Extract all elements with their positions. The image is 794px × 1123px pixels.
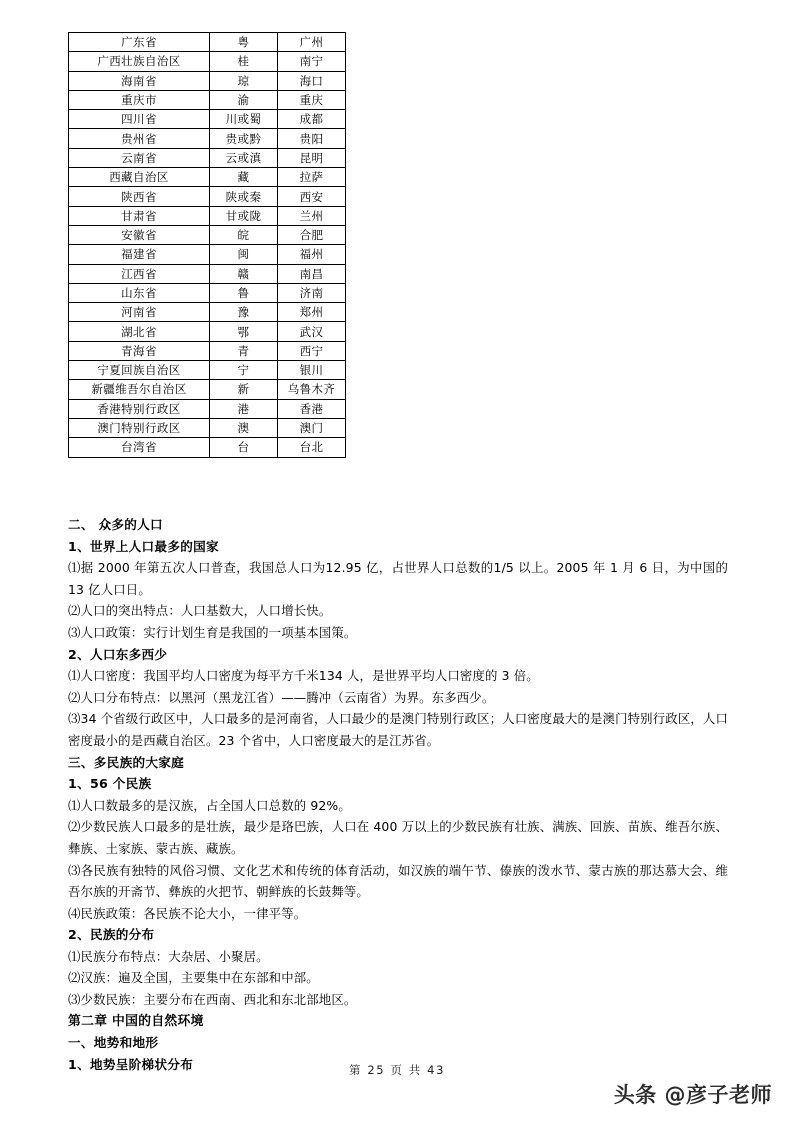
subheading-stepped-terrain: 1、地势呈阶梯状分布 — [68, 1056, 194, 1072]
cell-province-abbr: 豫 — [210, 303, 278, 322]
cell-province-abbr: 闽 — [210, 245, 278, 264]
paragraph-minority-distribution: ⑶少数民族：主要分布在西南、西北和东北部地区。 — [68, 992, 357, 1008]
cell-province-abbr: 青 — [210, 341, 278, 360]
cell-province-abbr: 琼 — [210, 71, 278, 90]
cell-province-abbr: 新 — [210, 380, 278, 399]
cell-province-name: 甘肃省 — [69, 206, 210, 225]
chapter-heading-natural-environment: 第二章 中国的自然环境 — [68, 1013, 204, 1029]
cell-province-capital: 海口 — [278, 71, 346, 90]
cell-province-capital: 台北 — [278, 438, 346, 457]
table-body — [69, 33, 346, 458]
table-row — [69, 283, 346, 302]
section-heading-population: 二、 众多的人口 — [68, 517, 163, 532]
cell-province-name: 四川省 — [69, 110, 210, 129]
cell-province-abbr: 渝 — [210, 90, 278, 109]
cell-province-abbr: 云或滇 — [210, 148, 278, 167]
cell-province-capital: 武汉 — [278, 322, 346, 341]
cell-province-capital: 贵阳 — [278, 129, 346, 148]
cell-province-name: 广东省 — [69, 33, 210, 52]
cell-province-name: 陕西省 — [69, 187, 210, 206]
province-abbreviation-table — [68, 32, 346, 458]
table-row — [69, 438, 346, 457]
cell-province-capital: 西宁 — [278, 341, 346, 360]
cell-province-abbr: 赣 — [210, 264, 278, 283]
cell-province-name: 广西壮族自治区 — [69, 52, 210, 71]
paragraph-han-majority: ⑴人口数最多的是汉族，占全国人口总数的 92%。 — [68, 797, 351, 813]
paragraph-census-2000: ⑴据 2000 年第五次人口普查，我国总人口为12.95 亿，占世界人口总数的1/5 以上。2005 年 1 月 6 日，为中国的13 亿人口日。 — [68, 560, 728, 597]
cell-province-capital: 广州 — [278, 33, 346, 52]
document-body-text — [68, 514, 728, 1075]
watermark-attribution: 头条 @彦子老师 — [613, 1083, 772, 1107]
table-row — [69, 206, 346, 225]
paragraph-han-distribution: ⑵汉族：遍及全国，主要集中在东部和中部。 — [68, 970, 319, 986]
cell-province-name: 重庆市 — [69, 90, 210, 109]
table-row — [69, 245, 346, 264]
cell-province-capital: 郑州 — [278, 303, 346, 322]
cell-province-abbr: 港 — [210, 399, 278, 418]
cell-province-abbr: 贵或黔 — [210, 129, 278, 148]
cell-province-abbr: 鲁 — [210, 283, 278, 302]
table-row — [69, 110, 346, 129]
subheading-56-ethnic-groups: 1、56 个民族 — [68, 776, 152, 792]
table-row — [69, 418, 346, 437]
table-row — [69, 148, 346, 167]
cell-province-name: 新疆维吾尔自治区 — [69, 380, 210, 399]
cell-province-abbr: 鄂 — [210, 322, 278, 341]
cell-province-capital: 银川 — [278, 361, 346, 380]
paragraph-34-regions: ⑶34 个省级行政区中，人口最多的是河南省，人口最少的是澳门特别行政区；人口密度最大的是澳门特别行政区，人口密度最小的是西藏自治区。23 个省中，人口密度最大的是江苏省。 — [68, 711, 728, 748]
paragraph-distribution-line: ⑵人口分布特点：以黑河（黑龙江省）——腾冲（云南省）为界。东多西少。 — [68, 689, 495, 705]
cell-province-name: 宁夏回族自治区 — [69, 361, 210, 380]
paragraph-ethnic-customs: ⑶各民族有独特的风俗习惯、文化艺术和传统的体育活动，如汉族的端午节、傣族的泼水节、蒙古族的那达慕大会、维吾尔族的开斋节、彝族的火把节、朝鲜族的长鼓舞等。 — [68, 862, 728, 900]
table-row — [69, 361, 346, 380]
subheading-east-more-west-less: 2、人口东多西少 — [68, 646, 168, 662]
cell-province-name: 云南省 — [69, 148, 210, 167]
cell-province-name: 湖北省 — [69, 322, 210, 341]
cell-province-abbr: 皖 — [210, 225, 278, 244]
section-heading-terrain: 一、地势和地形 — [68, 1035, 159, 1051]
cell-province-name: 西藏自治区 — [69, 168, 210, 187]
cell-province-name: 福建省 — [69, 245, 210, 264]
paragraph-population-density: ⑴人口密度：我国平均人口密度为每平方千米134 人，是世界平均人口密度的 3 倍。 — [68, 668, 539, 684]
cell-province-capital: 济南 — [278, 283, 346, 302]
section-heading-ethnic-family: 三、多民族的大家庭 — [68, 754, 185, 770]
cell-province-abbr: 川或蜀 — [210, 110, 278, 129]
paragraph-population-policy: ⑶人口政策：实行计划生育是我国的一项基本国策。 — [68, 624, 357, 640]
cell-province-capital: 昆明 — [278, 148, 346, 167]
paragraph-ethnic-policy: ⑷民族政策：各民族不论大小，一律平等。 — [68, 905, 307, 921]
cell-province-capital: 福州 — [278, 245, 346, 264]
table-row — [69, 380, 346, 399]
subheading-most-populous-country: 1、世界上人口最多的国家 — [68, 538, 219, 554]
cell-province-abbr: 宁 — [210, 361, 278, 380]
table-row — [69, 187, 346, 206]
cell-province-capital: 澳门 — [278, 418, 346, 437]
cell-province-name: 台湾省 — [69, 438, 210, 457]
cell-province-capital: 乌鲁木齐 — [278, 380, 346, 399]
table-row — [69, 33, 346, 52]
table-row — [69, 71, 346, 90]
table-row — [69, 341, 346, 360]
cell-province-capital: 南宁 — [278, 52, 346, 71]
cell-province-name: 河南省 — [69, 303, 210, 322]
cell-province-capital: 合肥 — [278, 225, 346, 244]
cell-province-capital: 西安 — [278, 187, 346, 206]
cell-province-name: 海南省 — [69, 71, 210, 90]
paragraph-minority-populations: ⑵少数民族人口最多的是壮族，最少是珞巴族，人口在 400 万以上的少数民族有壮族、满族、回族、苗族、维吾尔族、彝族、土家族、蒙古族、藏族。 — [68, 819, 728, 856]
table-row — [69, 399, 346, 418]
cell-province-capital: 成都 — [278, 110, 346, 129]
cell-province-capital: 拉萨 — [278, 168, 346, 187]
cell-province-capital: 南昌 — [278, 264, 346, 283]
cell-province-name: 山东省 — [69, 283, 210, 302]
table-row — [69, 303, 346, 322]
paragraph-population-features: ⑵人口的突出特点：人口基数大，人口增长快。 — [68, 603, 332, 619]
cell-province-name: 澳门特别行政区 — [69, 418, 210, 437]
subheading-ethnic-distribution: 2、民族的分布 — [68, 927, 155, 943]
cell-province-name: 安徽省 — [69, 225, 210, 244]
cell-province-abbr: 粤 — [210, 33, 278, 52]
page-number-footer: 第 25 页 共 43 — [349, 1063, 445, 1077]
table-row — [69, 225, 346, 244]
cell-province-name: 贵州省 — [69, 129, 210, 148]
paragraph-distribution-features: ⑴民族分布特点：大杂居、小聚居。 — [68, 948, 269, 964]
cell-province-name: 青海省 — [69, 341, 210, 360]
table-row — [69, 90, 346, 109]
cell-province-name: 香港特别行政区 — [69, 399, 210, 418]
cell-province-abbr: 澳 — [210, 418, 278, 437]
table-row — [69, 168, 346, 187]
table-row — [69, 129, 346, 148]
table-row — [69, 322, 346, 341]
cell-province-abbr: 甘或陇 — [210, 206, 278, 225]
cell-province-name: 江西省 — [69, 264, 210, 283]
cell-province-capital: 香港 — [278, 399, 346, 418]
cell-province-capital: 兰州 — [278, 206, 346, 225]
cell-province-capital: 重庆 — [278, 90, 346, 109]
cell-province-abbr: 桂 — [210, 52, 278, 71]
table-row — [69, 264, 346, 283]
table-row — [69, 52, 346, 71]
cell-province-abbr: 藏 — [210, 168, 278, 187]
cell-province-abbr: 陕或秦 — [210, 187, 278, 206]
cell-province-abbr: 台 — [210, 438, 278, 457]
